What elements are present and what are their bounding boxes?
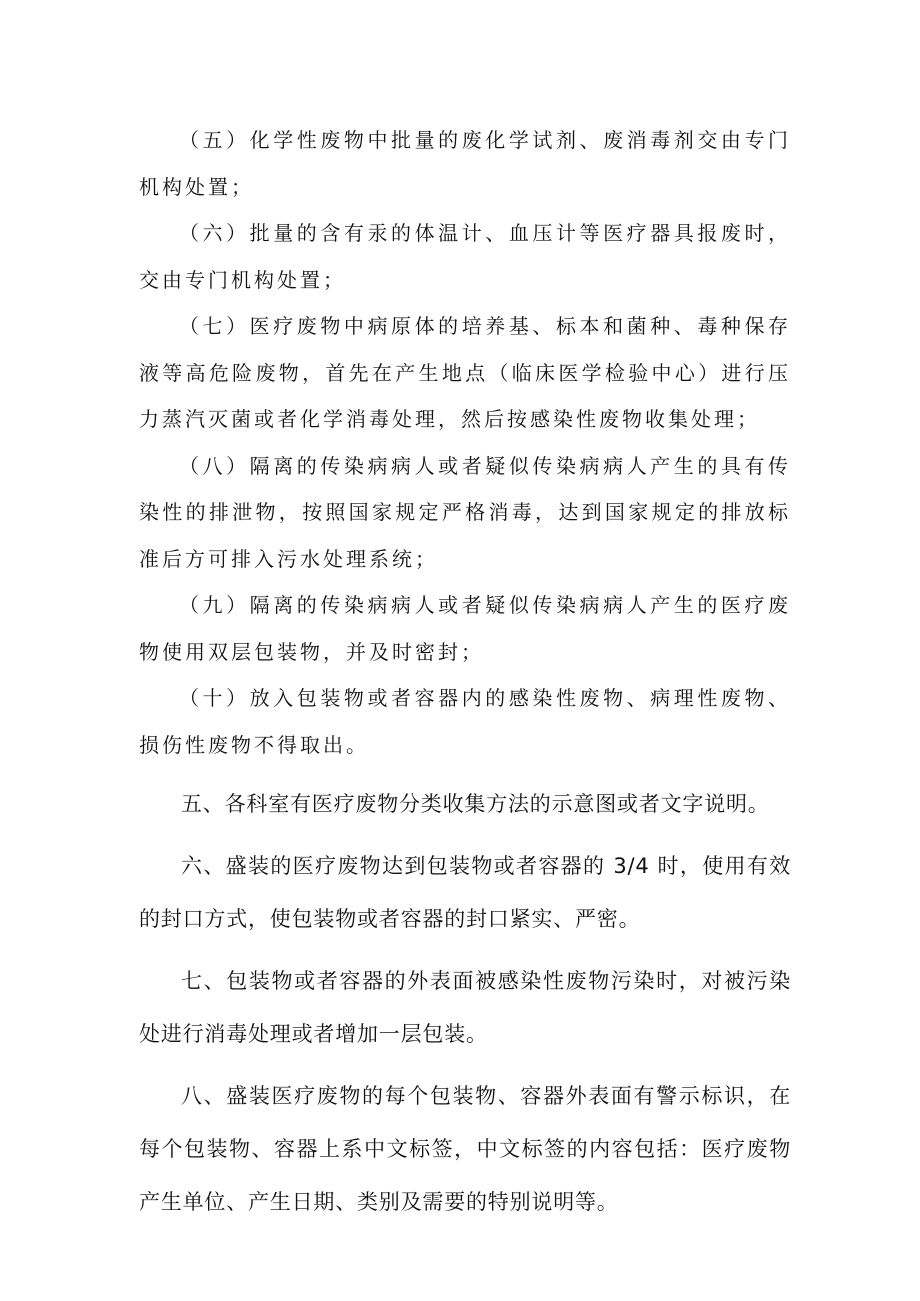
document-body (139, 117, 791, 1229)
sub-item-7: （七）医疗废物中病原体的培养基、标本和菌种、毒种保存液等高危险废物，首先在产生地点（临床医学检验中心）进行压力蒸汽灭菌或者化学消毒处理，然后按感染性废物收集处理； (139, 314, 791, 431)
section-7: 七、包装物或者容器的外表面被感染性废物污染时，对被污染处进行消毒处理或者增加一层包装。 (139, 969, 791, 1046)
sub-item-6: （六）批量的含有汞的体温计、血压计等医疗器具报废时，交由专门机构处置； (139, 221, 791, 292)
sub-item-9: （九）隔离的传染病病人或者疑似传染病病人产生的医疗废物使用双层包装物，并及时密封； (139, 593, 791, 664)
sub-item-10: （十）放入包装物或者容器内的感染性废物、病理性废物、损伤性废物不得取出。 (139, 686, 791, 757)
sub-item-5: （五）化学性废物中批量的废化学试剂、废消毒剂交由专门机构处置； (139, 128, 791, 199)
sub-item-8: （八）隔离的传染病病人或者疑似传染病病人产生的具有传染性的排泄物，按照国家规定严格消毒，达到国家规定的排放标准后方可排入污水处理系统； (139, 453, 791, 571)
section-5: 五、各科室有医疗废物分类收集方法的示意图或者文字说明。 (181, 792, 770, 816)
section-8: 八、盛装医疗废物的每个包装物、容器外表面有警示标识，在每个包装物、容器上系中文标签，中文标签的内容包括：医疗废物产生单位、产生日期、类别及需要的特别说明等。 (139, 1084, 791, 1214)
section-6: 六、盛装的医疗废物达到包装物或者容器的 3/4 时，使用有效的封口方式，使包装物或者容器的封口紧实、严密。 (139, 854, 791, 931)
